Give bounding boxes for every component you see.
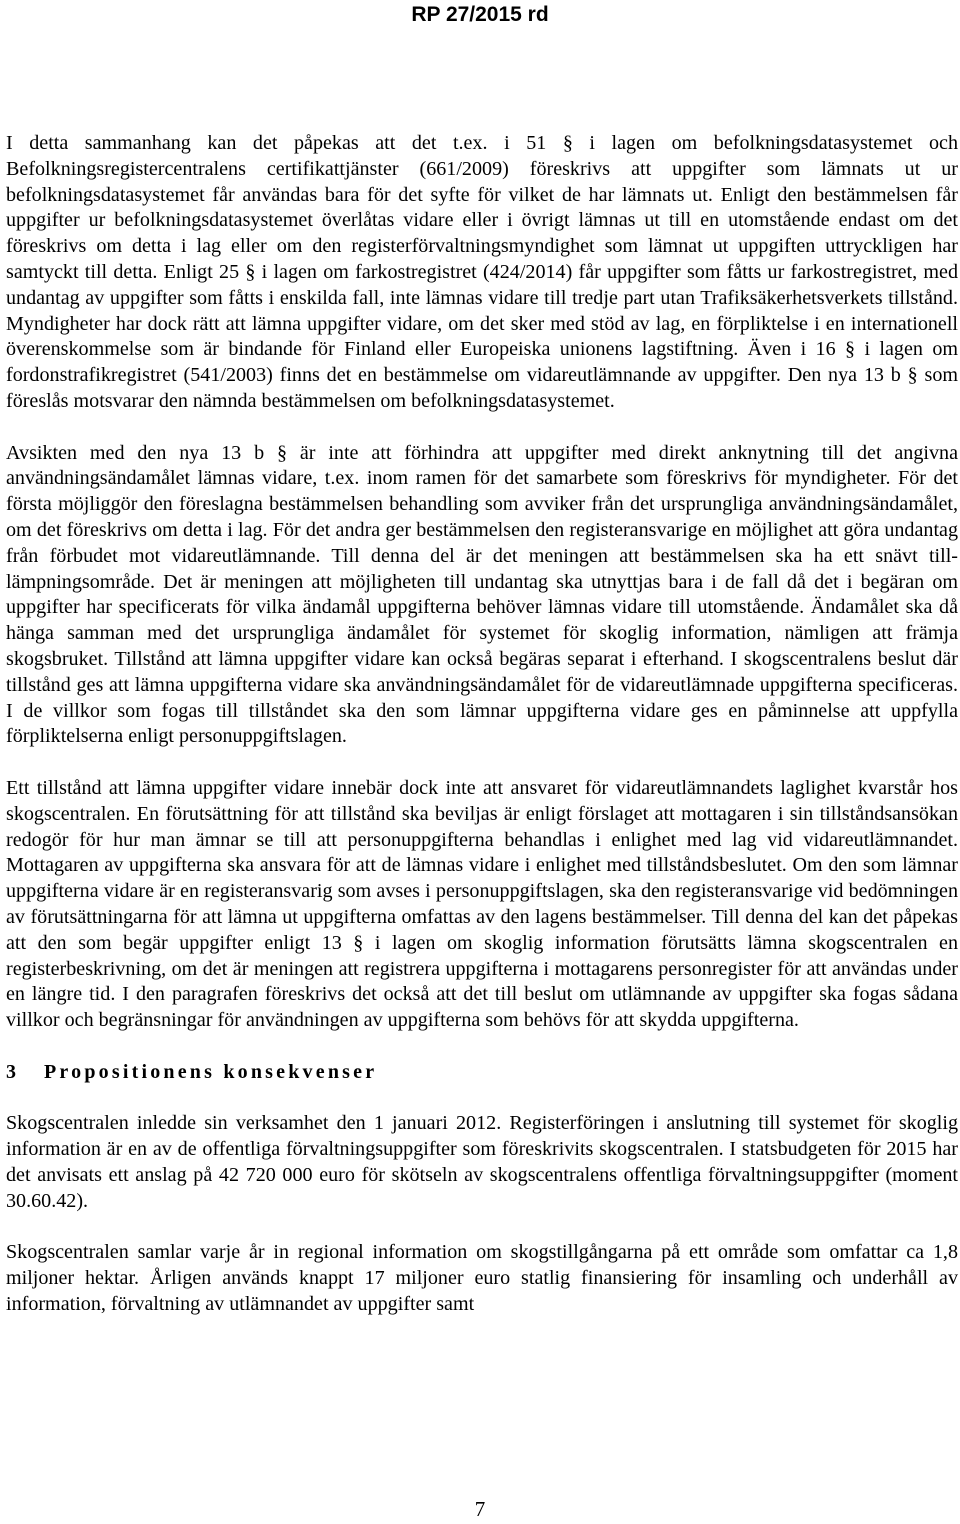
body-paragraph: Avsikten med den nya 13 b § är inte att förhindra att uppgifter med direkt anknytning till det angivna användningsändamålet lämnas vidare, t.ex. inom ramen för det samarbete som föreskrivs för myndigheter. För det första möjliggör den föreslagna bestämmelsen behandling som avviker från det ursprungliga användningsändamålet, om det föreskrivs om detta i lag. För det andra ger bestämmelsen den registeransvarige en möjlighet att göra undantag från förbudet mot vidareutlämnande. Till denna del är det meningen att bestämmelsen ska ha ett snävt tilllämpningsområde. Det är meningen att möjligheten till undantag ska utnyttjas bara i de fall då det i begäran om uppgifter har specificerats för vilka ändamål uppgifterna behöver lämnas vidare till utomstående. Ändamålet ska då hänga samman med det ursprungliga ändamålet för systemet för skoglig information, nämligen att främja skogsbruket. Tillstånd att lämna uppgifter vidare kan också begäras separat i efterhand. I skogscentralens beslut där tillstånd ges att lämna uppgifterna vidare ska användningsändamålet för de vidareutlämnade uppgifterna specificeras. I de villkor som fogas till tillståndet ska den som lämnar uppgifterna vidare ges en påminnelse att uppfylla förpliktelserna enligt personuppgiftslagen.: [6, 441, 958, 748]
body-paragraph: Ett tillstånd att lämna uppgifter vidare innebär dock inte att ansvaret för vidareutlämnandets laglighet kvarstår hos skogscentralen. En förutsättning för att tillstånd ska beviljas är enligt förslaget att mottagaren i sin tillståndsansökan redogör för hur man ämnar se till att personuppgifterna behandlas i enlighet med lag vid vidareutlämnandet. Mottagaren av uppgifterna ska ansvara för att de lämnas vidare i enlighet med tillståndsbeslutet. Om den som lämnar uppgifterna vidare är en registeransvarig som avses i personuppgiftslagen, ska den registeransvarige vid bedömningen av förutsättningarna för att lämna ut uppgifterna omfattas av den lagens bestämmelser. Till denna del kan det påpekas att den som begär uppgifter enligt 13 § i lagen om skoglig information förutsätts lämna skogscentralen en registerbeskrivning, om det är meningen att registrera uppgifterna i mottagarens personregister för att användas under en längre tid. I den paragrafen föreskrivs det också att det till beslut om utlämnande av uppgifter ska fogas sådana villkor och begränsningar för användningen av uppgifterna som behövs för att skydda uppgifterna.: [6, 776, 958, 1032]
section-heading: [6, 1060, 958, 1086]
section-number: 3: [6, 1060, 16, 1083]
body-paragraph: Skogscentralen samlar varje år in regional information om skogstillgångarna på ett område som omfattar ca 1,8 miljoner hektar. Årligen används knappt 17 miljoner euro statlig finansiering för insamling och underhåll av information, förvaltning av utlämnandet av uppgifter samt: [6, 1241, 958, 1315]
document-body: [6, 131, 958, 1318]
page-number: 7: [474, 1497, 486, 1521]
body-paragraph: I detta sammanhang kan det påpekas att det t.ex. i 51 § i lagen om befolkningsdatasystemet och Befolkningsregistercentralens certifikattjänster (661/2009) föreskrivs att uppgifter som lämnats ut ur befolkningsdatasystemet får användas bara för det syfte för vilket de har lämnats ut. Enligt den bestämmelsen får uppgifter ur befolkningsdatasystemet överlåtas vidare eller i övrigt lämnas ut till en utomstående endast om det föreskrivs om detta i lag eller om den registerförvaltningsmyndighet som lämnat ut uppgiften uttryckligen har samtyckt till detta. Enligt 25 § i lagen om farkostregistret (424/2014) får uppgifter som fåtts ur farkostregistret, med undantag av uppgifter som fåtts i enskilda fall, inte lämnas vidare till tredje part utan Trafiksäkerhetsverkets tillstånd. Myndigheter har dock rätt att lämna uppgifter vidare, om det sker med stöd av lag, en förpliktelse i en internationell överenskommelse som är bindande för Finland eller Europeiska unionens lagstiftning. Även i 16 § i lagen om fordonstrafikregistret (541/2003) finns det en bestämmelse om vidareutlämnande av uppgifter. Den nya 13 b § som föreslås motsvarar den nämnda bestämmelsen om befolkningsdatasystemet.: [6, 132, 958, 412]
page-header: RP 27/2015 rd: [411, 3, 549, 26]
section-title: Propositionens konsekvenser: [44, 1060, 378, 1083]
body-paragraph: Skogscentralen inledde sin verksamhet den 1 januari 2012. Registerföringen i anslutning till systemet för skoglig information är en av de offentliga förvaltningsuppgifter som föreskrivits skogscentralen. I statsbudgeten för 2015 har det anvisats ett anslag på 42 720 000 euro för skötseln av skogscentralens offentliga förvaltningsuppgifter (moment 30.60.42).: [6, 1112, 958, 1212]
